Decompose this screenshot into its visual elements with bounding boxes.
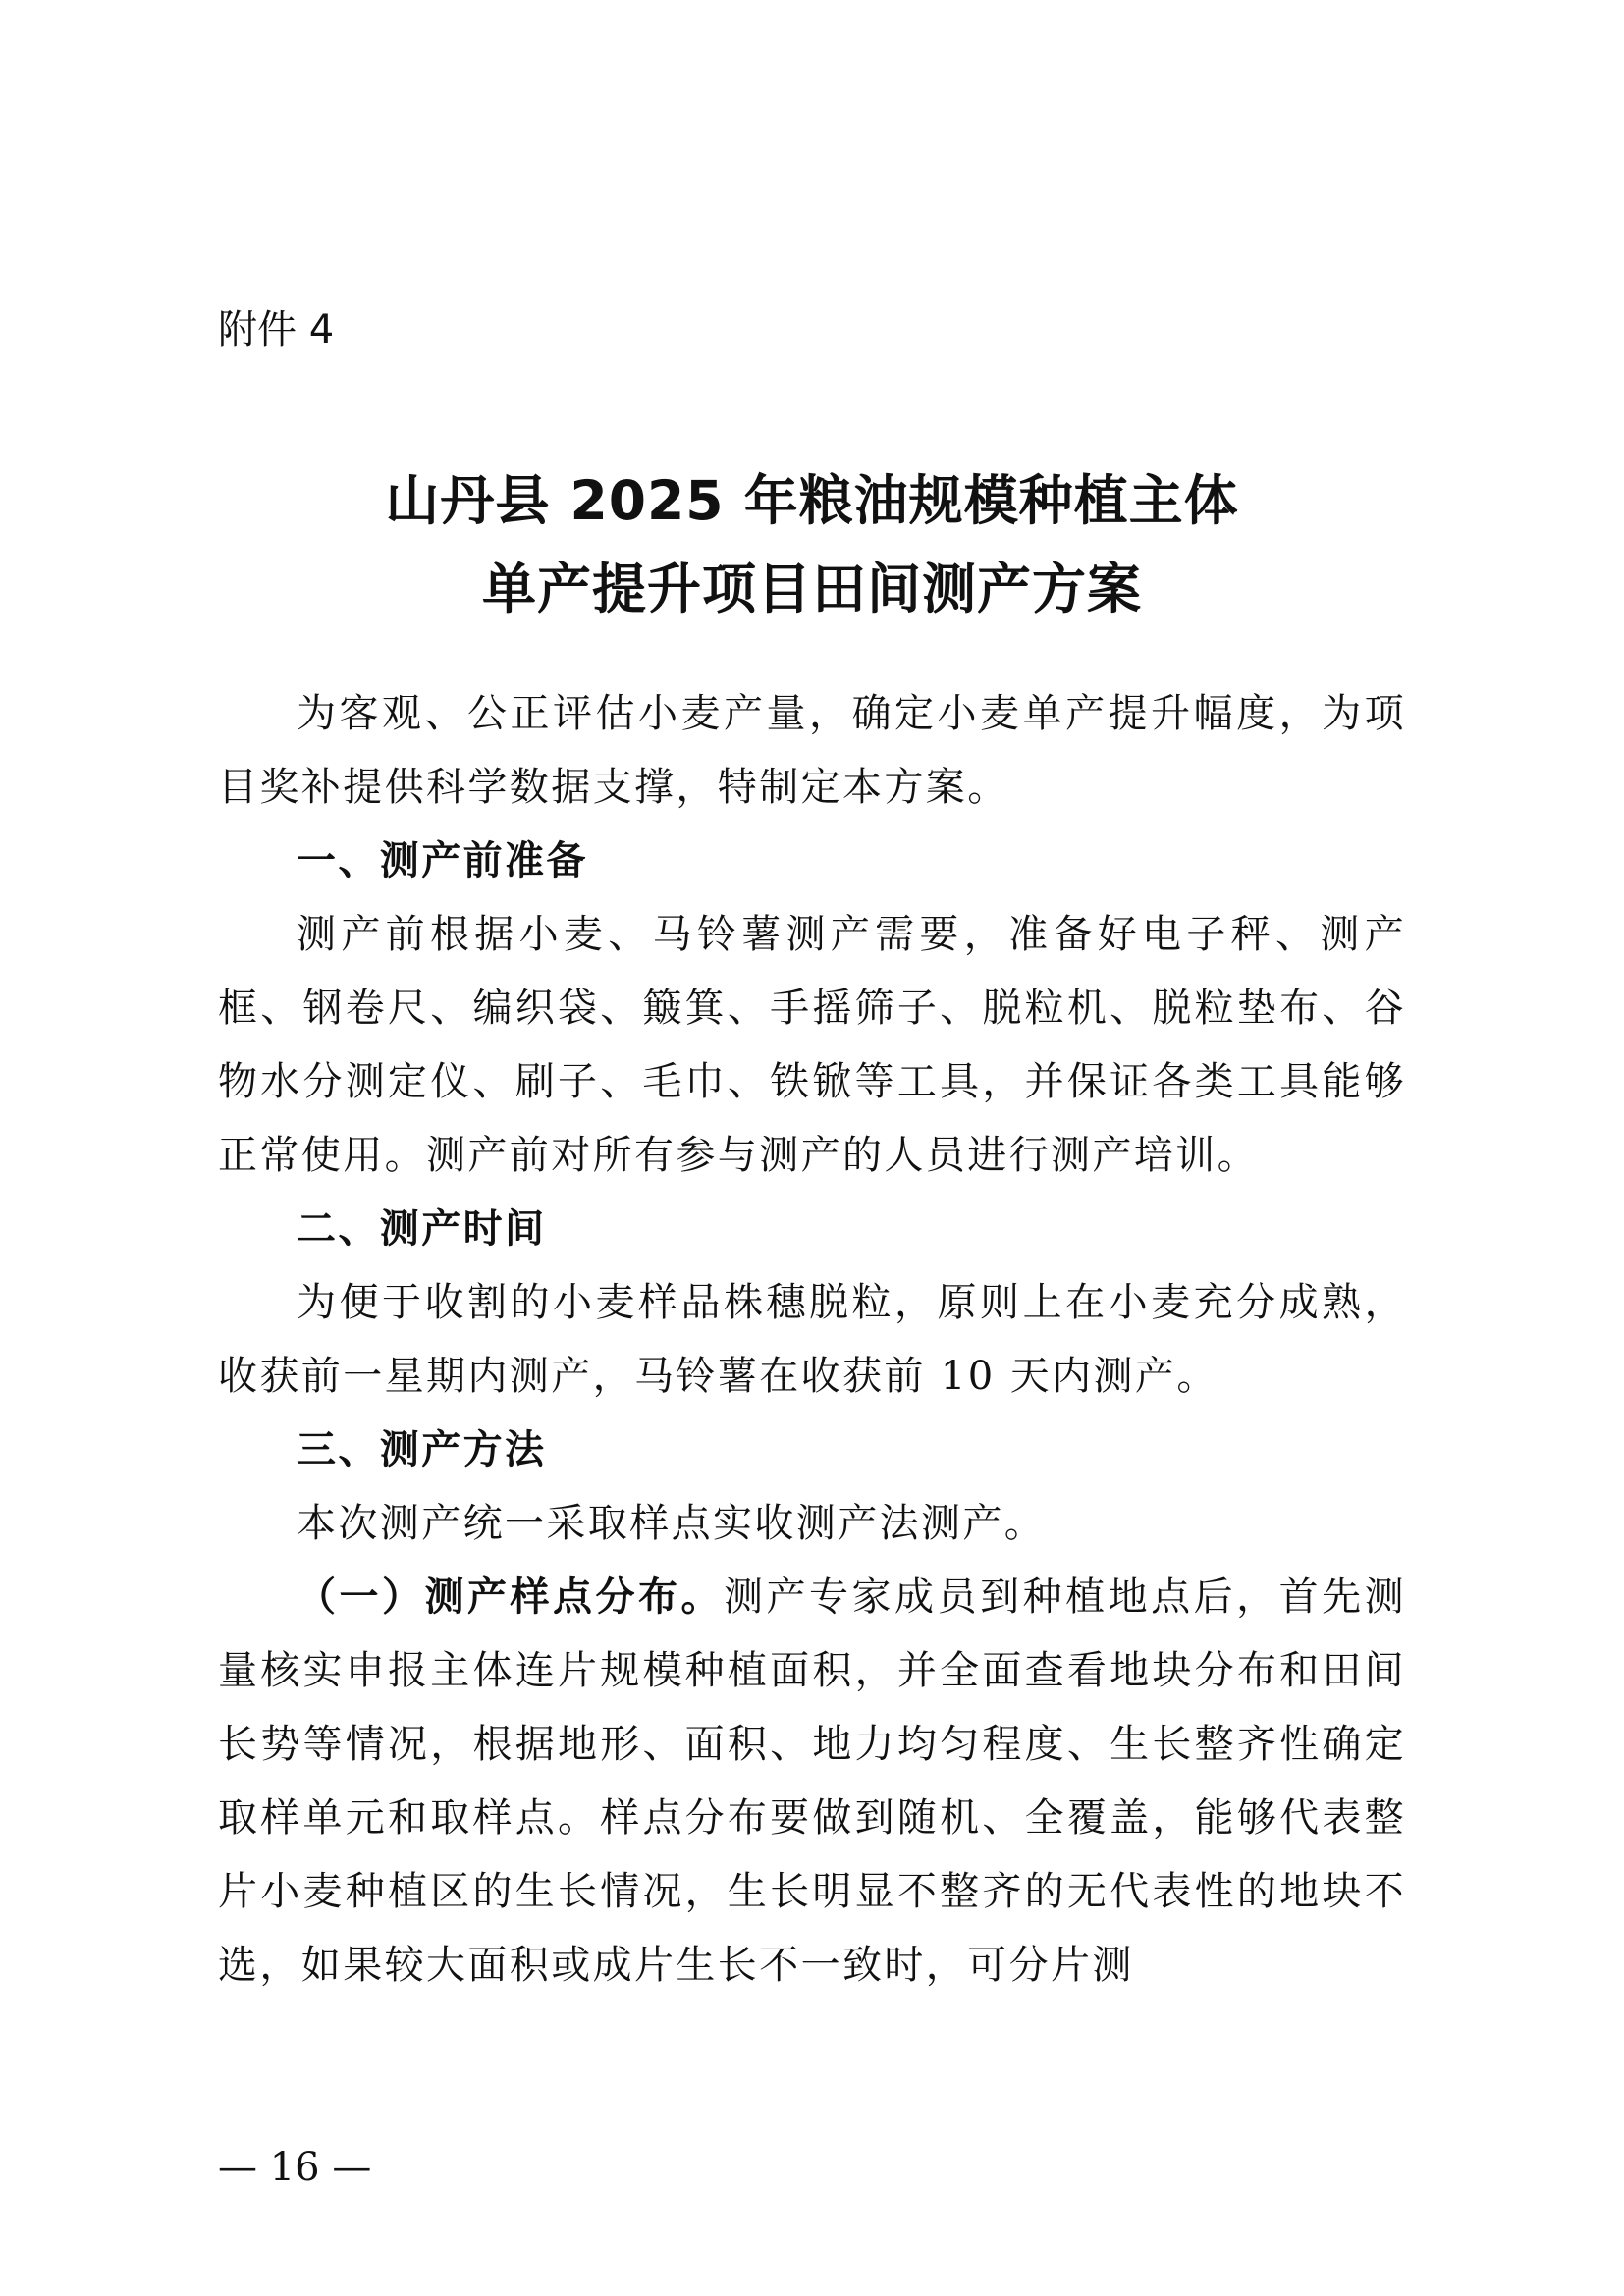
intro-paragraph: 为客观、公正评估小麦产量，确定小麦单产提升幅度，为项目奖补提供科学数据支撑，特制定本方案。 bbox=[218, 691, 1406, 810]
page-number: — 16 — bbox=[218, 2145, 372, 2190]
section-heading-preparation: 一、测产前准备 bbox=[297, 838, 588, 883]
sampling-paragraph bbox=[218, 1561, 1406, 2002]
method-paragraph: 本次测产统一采取样点实收测产法测产。 bbox=[297, 1501, 1047, 1546]
document-title-line-2: 单产提升项目田间测产方案 bbox=[481, 558, 1142, 620]
time-paragraph: 为便于收割的小麦样品株穗脱粒，原则上在小麦充分成熟，收获前一星期内测产，马铃薯在收获前 10 天内测产。 bbox=[218, 1280, 1406, 1399]
attachment-label: 附件 4 bbox=[218, 307, 335, 352]
sampling-text: 测产专家成员到种植地点后，首先测量核实申报主体连片规模种植面积，并全面查看地块分布和田间长势等情况，根据地形、面积、地力均匀程度、生长整齐性确定取样单元和取样点。样点分布要做到随机、全覆盖，能够代表整片小麦种植区的生长情况，生长明显不整齐的无代表性的地块不选，如果较大面积或成片生长不一致时，可分片测 bbox=[218, 1575, 1407, 1988]
sampling-lead-in: （一）测产样点分布。 bbox=[297, 1575, 725, 1620]
section-heading-time: 二、测产时间 bbox=[297, 1206, 547, 1252]
section-heading-method: 三、测产方法 bbox=[297, 1427, 547, 1472]
preparation-paragraph: 测产前根据小麦、马铃薯测产需要，准备好电子秤、测产框、钢卷尺、编织袋、簸箕、手摇筛子、脱粒机、脱粒垫布、谷物水分测定仪、刷子、毛巾、铁锨等工具，并保证各类工具能够正常使用。测产前对所有参与测产的人员进行测产培训。 bbox=[218, 912, 1406, 1178]
document-title-line-1: 山丹县 2025 年粮油规模种植主体 bbox=[385, 469, 1239, 532]
document-body bbox=[218, 677, 1406, 2002]
